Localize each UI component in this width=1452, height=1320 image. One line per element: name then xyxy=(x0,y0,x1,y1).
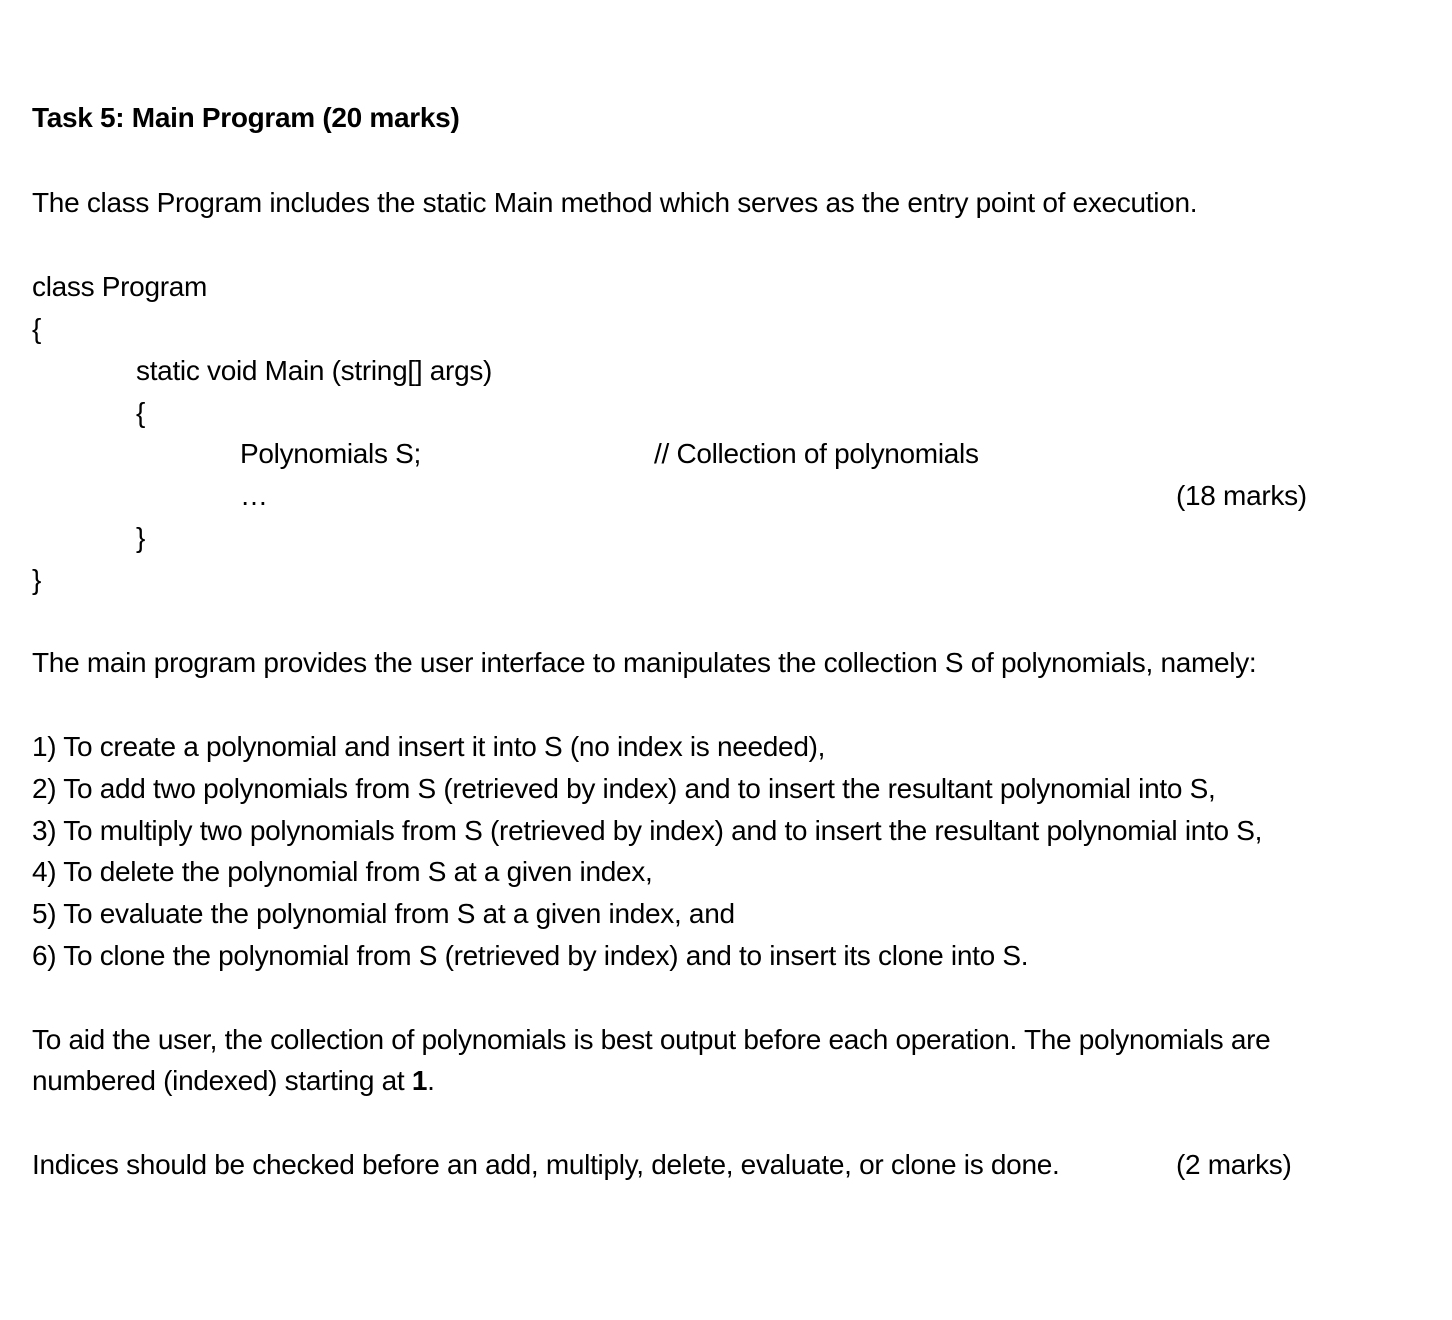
operation-item: 4) To delete the polynomial from S at a given index, xyxy=(32,856,653,887)
code-class-declaration: class Program xyxy=(32,271,208,302)
operation-item: 5) To evaluate the polynomial from S at a given index, and xyxy=(32,898,735,929)
aid-line2-prefix: numbered (indexed) starting at xyxy=(32,1065,412,1096)
indices-marks: (2 marks) xyxy=(1176,1149,1292,1180)
aid-paragraph-line1: To aid the user, the collection of polynomials is best output before each operation. The polynomials are xyxy=(32,1024,1271,1055)
code-method-open-brace: { xyxy=(136,397,146,428)
operation-item: 3) To multiply two polynomials from S (retrieved by index) and to insert the resultant polynomial into S, xyxy=(32,815,1263,846)
aid-paragraph-line2 xyxy=(32,1064,435,1098)
code-variable-declaration: Polynomials S; xyxy=(240,438,421,469)
operation-item: 2) To add two polynomials from S (retrieved by index) and to insert the resultant polynomial into S, xyxy=(32,773,1216,804)
aid-start-index: 1 xyxy=(411,1065,428,1096)
code-marks: (18 marks) xyxy=(1176,480,1307,511)
code-method-close-brace: } xyxy=(136,522,146,553)
code-variable-comment: // Collection of polynomials xyxy=(654,438,979,469)
task-title: Task 5: Main Program (20 marks) xyxy=(32,102,460,133)
operation-item: 1) To create a polynomial and insert it into S (no index is needed), xyxy=(32,731,826,762)
code-method-declaration: static void Main (string[] args) xyxy=(136,355,493,386)
code-class-close-brace: } xyxy=(32,564,42,595)
operation-item: 6) To clone the polynomial from S (retrieved by index) and to insert its clone into S. xyxy=(32,940,1029,971)
description-paragraph: The main program provides the user interface to manipulates the collection S of polynomials, namely: xyxy=(32,647,1257,678)
intro-paragraph: The class Program includes the static Main method which serves as the entry point of execution. xyxy=(32,187,1198,218)
aid-line2-suffix: . xyxy=(427,1065,435,1096)
code-class-open-brace: { xyxy=(32,313,42,344)
code-ellipsis: … xyxy=(240,480,268,511)
indices-paragraph: Indices should be checked before an add, multiply, delete, evaluate, or clone is done. xyxy=(32,1149,1060,1180)
